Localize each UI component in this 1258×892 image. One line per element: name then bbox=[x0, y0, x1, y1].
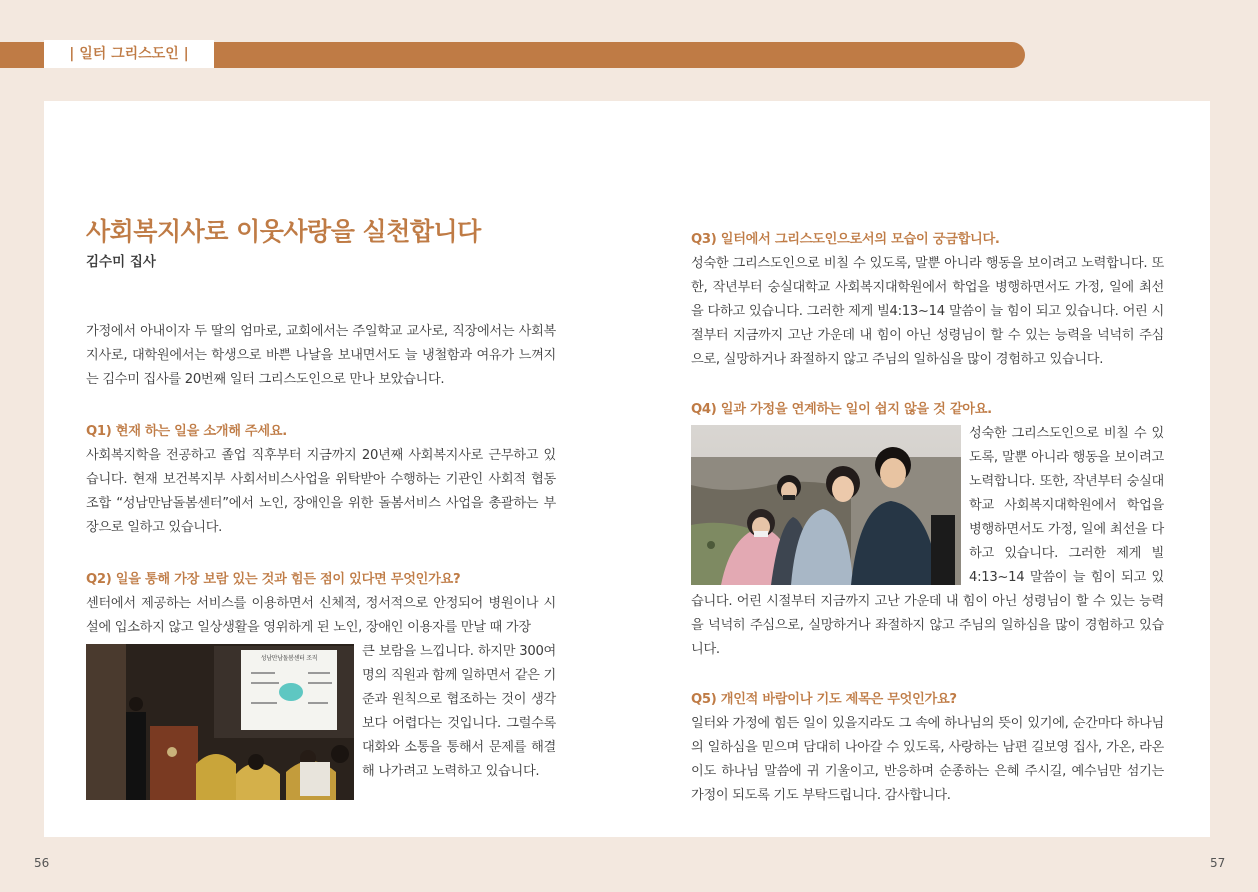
intro-paragraph: 가정에서 아내이자 두 딸의 엄마로, 교회에서는 주일학교 교사로, 직장에서는 사회복지사로, 대학원에서는 학생으로 바쁜 나날을 보내면서도 늘 냉철함과 여유가 느껴지는 김수미 집사를 20번째 일터 그리스도인으로 만나 보았습니다. bbox=[86, 324, 556, 387]
answer-1: 사회복지학을 전공하고 졸업 직후부터 지금까지 20년째 사회복지사로 근무하고 있습니다. 현재 보건복지부 사회서비스사업을 위탁받아 수행하는 기관인 사회적 협동조합 “성남만남돌봄센터”에서 노인, 장애인을 위한 돌봄서비스 사업을 총괄하는 부장으로 일하고 있습니다. bbox=[86, 448, 556, 535]
page-number-right: 57 bbox=[1210, 856, 1226, 870]
answer-2-part-b: 큰 보람을 느낍니다. 하지만 300여 명의 직원과 함께 일하면서 같은 기준과 원칙으로 협조하는 것이 생각보다 어렵다는 것입니다. 그럴수록 대화와 소통을 통해서 문제를 해결해 나가려고 노력하고 있습니다. bbox=[362, 644, 556, 779]
question-2: Q2) 일을 통해 가장 보람 있는 것과 힘든 점이 있다면 무엇인가요? bbox=[86, 572, 461, 587]
right-column bbox=[691, 228, 1164, 808]
answer-4: 성숙한 그리스도인으로 비칠 수 있도록, 말뿐 아니라 행동을 보이려고 노력합니다. 또한, 작년부터 숭실대학교 사회복지대학원에서 학업을 병행하면서도 가정, 일에 최선을 다하고 있습니다. 그러한 제게 빌4:13~14 말씀이 늘 힘이 되고 있습니다. 어린 시절부터 지금까지 고난 가운데 내 힘이 아닌 성령님이 할 수 있는 능력을 넉넉히 주심으로, 실망하거나 좌절하지 않고 주님의 일하심을 많이 경험하고 있습니다. bbox=[691, 426, 1164, 657]
answer-2-part-a: 센터에서 제공하는 서비스를 이용하면서 신체적, 정서적으로 안정되어 병원이나 시설에 입소하지 않고 일상생활을 영위하게 된 노인, 장애인 이용자를 만날 때 가장 bbox=[86, 596, 556, 635]
answer-3: 성숙한 그리스도인으로 비칠 수 있도록, 말뿐 아니라 행동을 보이려고 노력합니다. 또한, 작년부터 숭실대학교 사회복지대학원에서 학업을 병행하면서도 가정, 일에 최선을 다하고 있습니다. 그러한 제게 빌4:13~14 말씀이 늘 힘이 되고 있습니다. 어린 시절부터 지금까지 고난 가운데 내 힘이 아닌 성령님이 할 수 있는 능력을 넉넉히 주심으로, 실망하거나 좌절하지 않고 주님의 일하심을 많이 경험하고 있습니다. bbox=[691, 256, 1164, 367]
article-title: 사회복지사로 이웃사랑을 실천합니다 bbox=[86, 217, 481, 246]
section-label: | 일터 그리스도인 | bbox=[44, 40, 214, 68]
page-number-left: 56 bbox=[34, 856, 50, 870]
question-1: Q1) 현재 하는 일을 소개해 주세요. bbox=[86, 424, 287, 439]
article-author: 김수미 집사 bbox=[86, 254, 156, 270]
lecture-photo bbox=[86, 644, 354, 800]
question-5: Q5) 개인적 바람이나 기도 제목은 무엇인가요? bbox=[691, 692, 957, 707]
slide-title: 성남만남돌봄센터 조직 bbox=[260, 655, 318, 662]
left-column bbox=[86, 320, 556, 802]
question-3: Q3) 일터에서 그리스도인으로서의 모습이 궁금합니다. bbox=[691, 232, 1000, 247]
answer-5: 일터와 가정에 힘든 일이 있을지라도 그 속에 하나님의 뜻이 있기에, 순간마다 하나님의 일하심을 믿으며 담대히 나아갈 수 있도록, 사랑하는 남편 길보영 집사, 가온, 라온이도 하나님 말씀에 귀 기울이고, 반응하며 순종하는 은혜 주시길, 예수님만 섬기는 가정이 되도록 기도 부탁드립니다. 감사합니다. bbox=[691, 716, 1164, 803]
family-photo bbox=[691, 425, 961, 585]
question-4: Q4) 일과 가정을 연계하는 일이 쉽지 않을 것 같아요. bbox=[691, 402, 992, 417]
